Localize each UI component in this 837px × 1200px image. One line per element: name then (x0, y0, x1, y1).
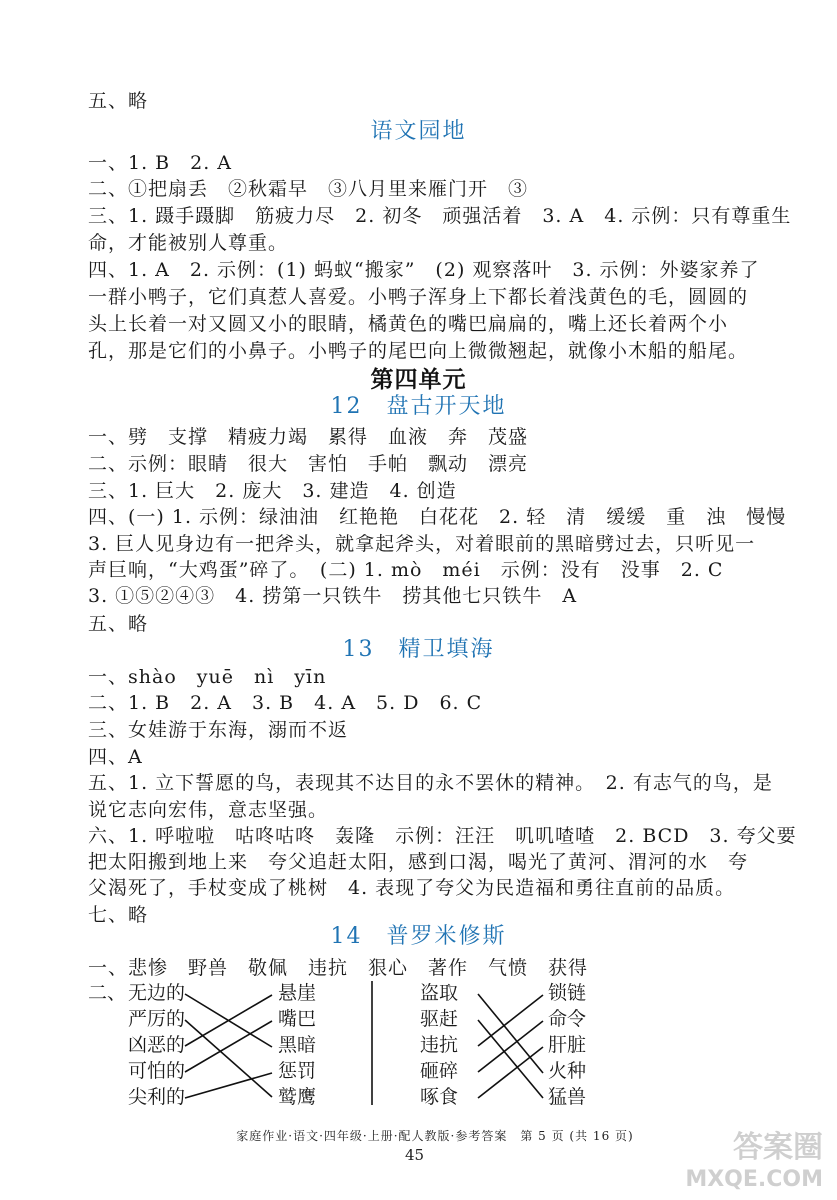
section-heading-yuwenyuandi: 语文园地 (370, 119, 467, 144)
match-left-word: 驱赶 (420, 1008, 459, 1030)
lesson-heading-14: 14 普罗米修斯 (330, 924, 507, 949)
match-line (478, 994, 543, 1073)
match-line (478, 1047, 543, 1098)
text-line: 五、略 (88, 613, 149, 635)
match-left-word: 盗取 (420, 982, 459, 1004)
text-line: 说它志向宏伟，意志坚强。 (88, 799, 329, 821)
text-line: 3. 巨人见身边有一把斧头，就拿起斧头，对着眼前的黑暗劈过去，只听见一 (88, 533, 756, 555)
page-number: 45 (405, 1146, 425, 1164)
text-line: 一、shào yuē nì yīn (88, 666, 327, 688)
match-right-word: 命令 (548, 1008, 587, 1030)
page-footer: 家庭作业·语文·四年级·上册·配人教版·参考答案 第 5 页 (共 16 页) (236, 1129, 634, 1143)
text-line: 父渴死了，手杖变成了桃树 4. 表现了夸父为民造福和勇往直前的品质。 (88, 877, 736, 899)
match-left-word: 违抗 (420, 1034, 459, 1056)
watermark-bottom: MXQE.COM (685, 1167, 823, 1192)
match-line (478, 1021, 543, 1072)
match-right-word: 锁链 (548, 982, 587, 1004)
match-left-word: 啄食 (420, 1086, 459, 1108)
match-left-word: 无边的 (128, 982, 186, 1004)
match-line (185, 1021, 272, 1072)
lesson-heading-13: 13 精卫填海 (342, 637, 495, 662)
match-left-word: 可怕的 (128, 1060, 186, 1082)
match-right-word: 火种 (548, 1060, 587, 1082)
match-right-word: 惩罚 (278, 1060, 317, 1082)
text-line: 命，才能被别人尊重。 (88, 232, 289, 254)
watermark-top: 答案圈 (733, 1130, 823, 1165)
text-line: 四、(一) 1. 示例：绿油油 红艳艳 白花花 2. 轻 清 缓缓 重 浊 慢慢 (88, 506, 787, 528)
text-line: 四、A (88, 746, 143, 768)
text-line: 三、1. 巨大 2. 庞大 3. 建造 4. 创造 (88, 480, 457, 502)
match-line (478, 995, 543, 1046)
match-right-word: 黑暗 (278, 1034, 317, 1056)
match-right-word: 悬崖 (278, 982, 317, 1004)
text-line: 一群小鸭子，它们真惹人喜爱。小鸭子浑身上下都长着浅黄色的毛，圆圆的 (88, 286, 749, 308)
matching-prefix: 二、 (88, 982, 127, 1004)
match-left-word: 严厉的 (128, 1008, 186, 1030)
text-line: 一、悲惨 野兽 敬佩 违抗 狠心 著作 气愤 获得 (88, 957, 589, 979)
matching-lines (0, 975, 837, 1115)
text-line: 七、略 (88, 904, 149, 926)
watermark-logo (685, 1122, 823, 1192)
text-line: 三、1. 蹑手蹑脚 筋疲力尽 2. 初冬 顽强活着 3. A 4. 示例：只有尊重生 (88, 205, 792, 227)
text-line: 五、略 (88, 90, 149, 112)
text-line: 一、1. B 2. A (88, 152, 233, 174)
text-line: 孔，那是它们的小鼻子。小鸭子的尾巴向上微微翘起，就像小木船的船尾。 (88, 340, 749, 362)
unit-heading: 第四单元 (370, 366, 467, 393)
match-line (478, 1020, 543, 1098)
text-line: 声巨响，“大鸡蛋”碎了。 (二) 1. mò méi 示例：没有 没事 2. C (88, 559, 724, 581)
text-line: 六、1. 呼啦啦 咕咚咕咚 轰隆 示例：汪汪 叽叽喳喳 2. BCD 3. 夸父要 (88, 825, 797, 847)
text-line: 头上长着一对又圆又小的眼睛，橘黄色的嘴巴扁扁的，嘴上还长着两个小 (88, 313, 729, 335)
match-left-word: 凶恶的 (128, 1034, 186, 1056)
text-line: 五、1. 立下誓愿的鸟，表现其不达目的永不罢休的精神。 2. 有志气的鸟，是 (88, 772, 773, 794)
match-right-word: 嘴巴 (278, 1008, 317, 1030)
text-line: 把太阳搬到地上来 夸父追赶太阳，感到口渴，喝光了黄河、渭河的水 夸 (88, 851, 749, 873)
text-line: 二、示例：眼睛 很大 害怕 手帕 飘动 漂亮 (88, 453, 529, 475)
text-line: 三、女娃游于东海，溺而不返 (88, 719, 349, 741)
text-line: 四、1. A 2. 示例：(1) 蚂蚁“搬家” (2) 观察落叶 3. 示例：外婆家养了 (88, 259, 760, 281)
text-line: 二、①把扇丢 ②秋霜早 ③八月里来雁门开 ③ (88, 178, 529, 200)
lesson-heading-12: 12 盘古开天地 (330, 394, 507, 419)
match-right-word: 鹫鹰 (278, 1086, 317, 1108)
text-line: 二、1. B 2. A 3. B 4. A 5. D 6. C (88, 692, 483, 714)
text-line: 一、劈 支撑 精疲力竭 累得 血液 奔 茂盛 (88, 426, 529, 448)
match-right-word: 肝脏 (548, 1034, 587, 1056)
match-right-word: 猛兽 (548, 1086, 587, 1108)
match-left-word: 尖利的 (128, 1086, 186, 1108)
text-line: 3. ①⑤②④③ 4. 捞第一只铁牛 捞其他七只铁牛 A (88, 585, 578, 607)
match-left-word: 砸碎 (420, 1060, 459, 1082)
